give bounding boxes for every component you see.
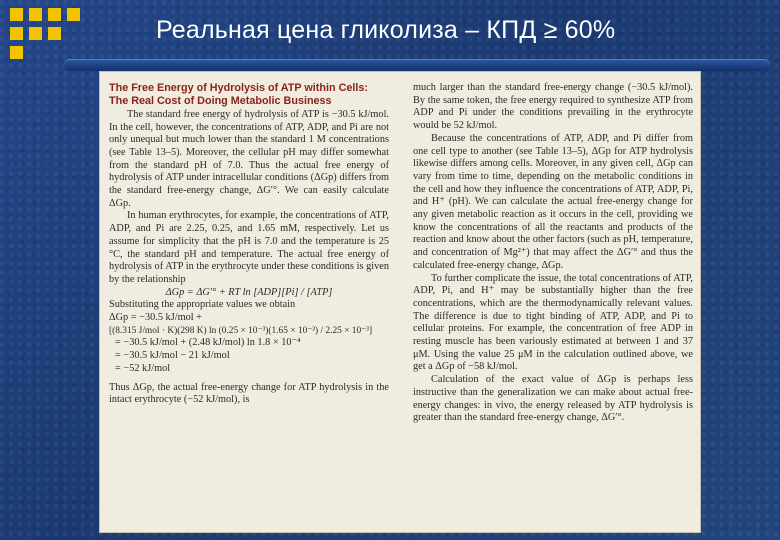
logo-square [10,8,23,21]
textbook-page [100,72,700,532]
paragraph: Because the concentrations of ATP, ADP, and Pi differ from one cell type to another (see Table 13–5), ΔGp for ATP hydrolysis likewise differs among cells. Moreover, in any given cell, ΔGp can vary from time to time, depending on the metabolic conditions in the cell and how they influence the concentrations of ATP, ADP, Pi, and H⁺ (pH). We can calculate the actual free-energy change for any given metabolic reaction as it occurs in the cell, providing we know the concentrations of all the reactants and products of the reaction and know about the other factors (such as pH, temperature, and concentration of Mg²⁺) that may affect the ΔG′° and thus the calculated free-energy change, ΔGp. [413,132,693,271]
paragraph: Thus ΔGp, the actual free-energy change for ATP hydrolysis in the intact erythrocyte (−52 kJ/mol), is [109,381,389,406]
paragraph: much larger than the standard free-energy change (−30.5 kJ/mol). By the same token, the free energy required to synthesize ATP from ADP and Pi under the conditions prevailing in the erythrocyte would be 52 kJ/mol. [413,82,693,132]
logo-square [67,8,80,21]
paragraph: To further complicate the issue, the total concentrations of ATP, ADP, Pi, and H⁺ may be substantially higher than the free concentrations, which are the thermodynamically relevant values. The difference is due to tight binding of ATP, ADP, and Pi to cellular proteins. For example, the concentration of free ADP in resting muscle has been variously estimated at between 1 and 37 μM. Using the value 25 μM in the calculation outlined above, we get a ΔGp of −58 kJ/mol. [413,272,693,373]
paragraph: Substituting the appropriate values we obtain [109,299,296,311]
box-title-line2: The Real Cost of Doing Metabolic Business [109,95,332,108]
left-column [109,82,389,407]
paragraph: The standard free energy of hydrolysis of ATP is −30.5 kJ/mol. In the cell, however, the concentrations of ATP, ADP, and Pi are not only unequal but much lower than the standard 1 M concentrations (see Table 13–5). Moreover, the cellular pH may differ somewhat from the standard pH of 7.0. Thus the actual free energy of hydrolysis of ATP under intracellular conditions (ΔGp) differs from the standard free-energy change, ΔG′°. We can easily calculate ΔGp. [109,108,389,209]
math-line: ΔGp = −30.5 kJ/mol + [109,312,202,324]
equation: ΔGp = ΔG′° + RT ln [ADP][Pi] / [ATP] [165,286,333,298]
box-title-line1: The Free Energy of Hydrolysis of ATP within Cells: [109,82,368,94]
logo-square [29,8,42,21]
logo-square [48,27,61,40]
logo-square [10,27,23,40]
math-line: = −30.5 kJ/mol − 21 kJ/mol [115,350,230,362]
math-line: [(8.315 J/mol · K)(298 K) ln (0.25 × 10⁻³)(1.65 × 10⁻³) / 2.25 × 10⁻³] [109,325,373,336]
logo-square [10,46,23,59]
math-line: = −52 kJ/mol [115,362,171,374]
paragraph: Calculation of the exact value of ΔGp is perhaps less instructive than the generalization we can make about actual free-energy changes: in vivo, the energy released by ATP hydrolysis is greater than the standard free-energy change, ΔG′°. [413,374,693,424]
math-line: = −30.5 kJ/mol + (2.48 kJ/mol) ln 1.8 × 10⁻⁴ [115,337,301,349]
logo-square [29,27,42,40]
paragraph: In human erythrocytes, for example, the concentrations of ATP, ADP, and Pi are 2.25, 0.25, and 1.65 mM, respectively. Let us assume for simplicity that the pH is 7.0 and the temperature is 25 °C, the standard pH and temperature. The actual free energy of hydrolysis of ATP in the erythrocyte under these conditions is given by the relationship [109,210,389,285]
title-rule [64,59,770,71]
logo-square [48,8,61,21]
right-column [413,82,693,425]
slide-title: Реальная цена гликолиза – КПД ≥ 60% [156,16,616,44]
